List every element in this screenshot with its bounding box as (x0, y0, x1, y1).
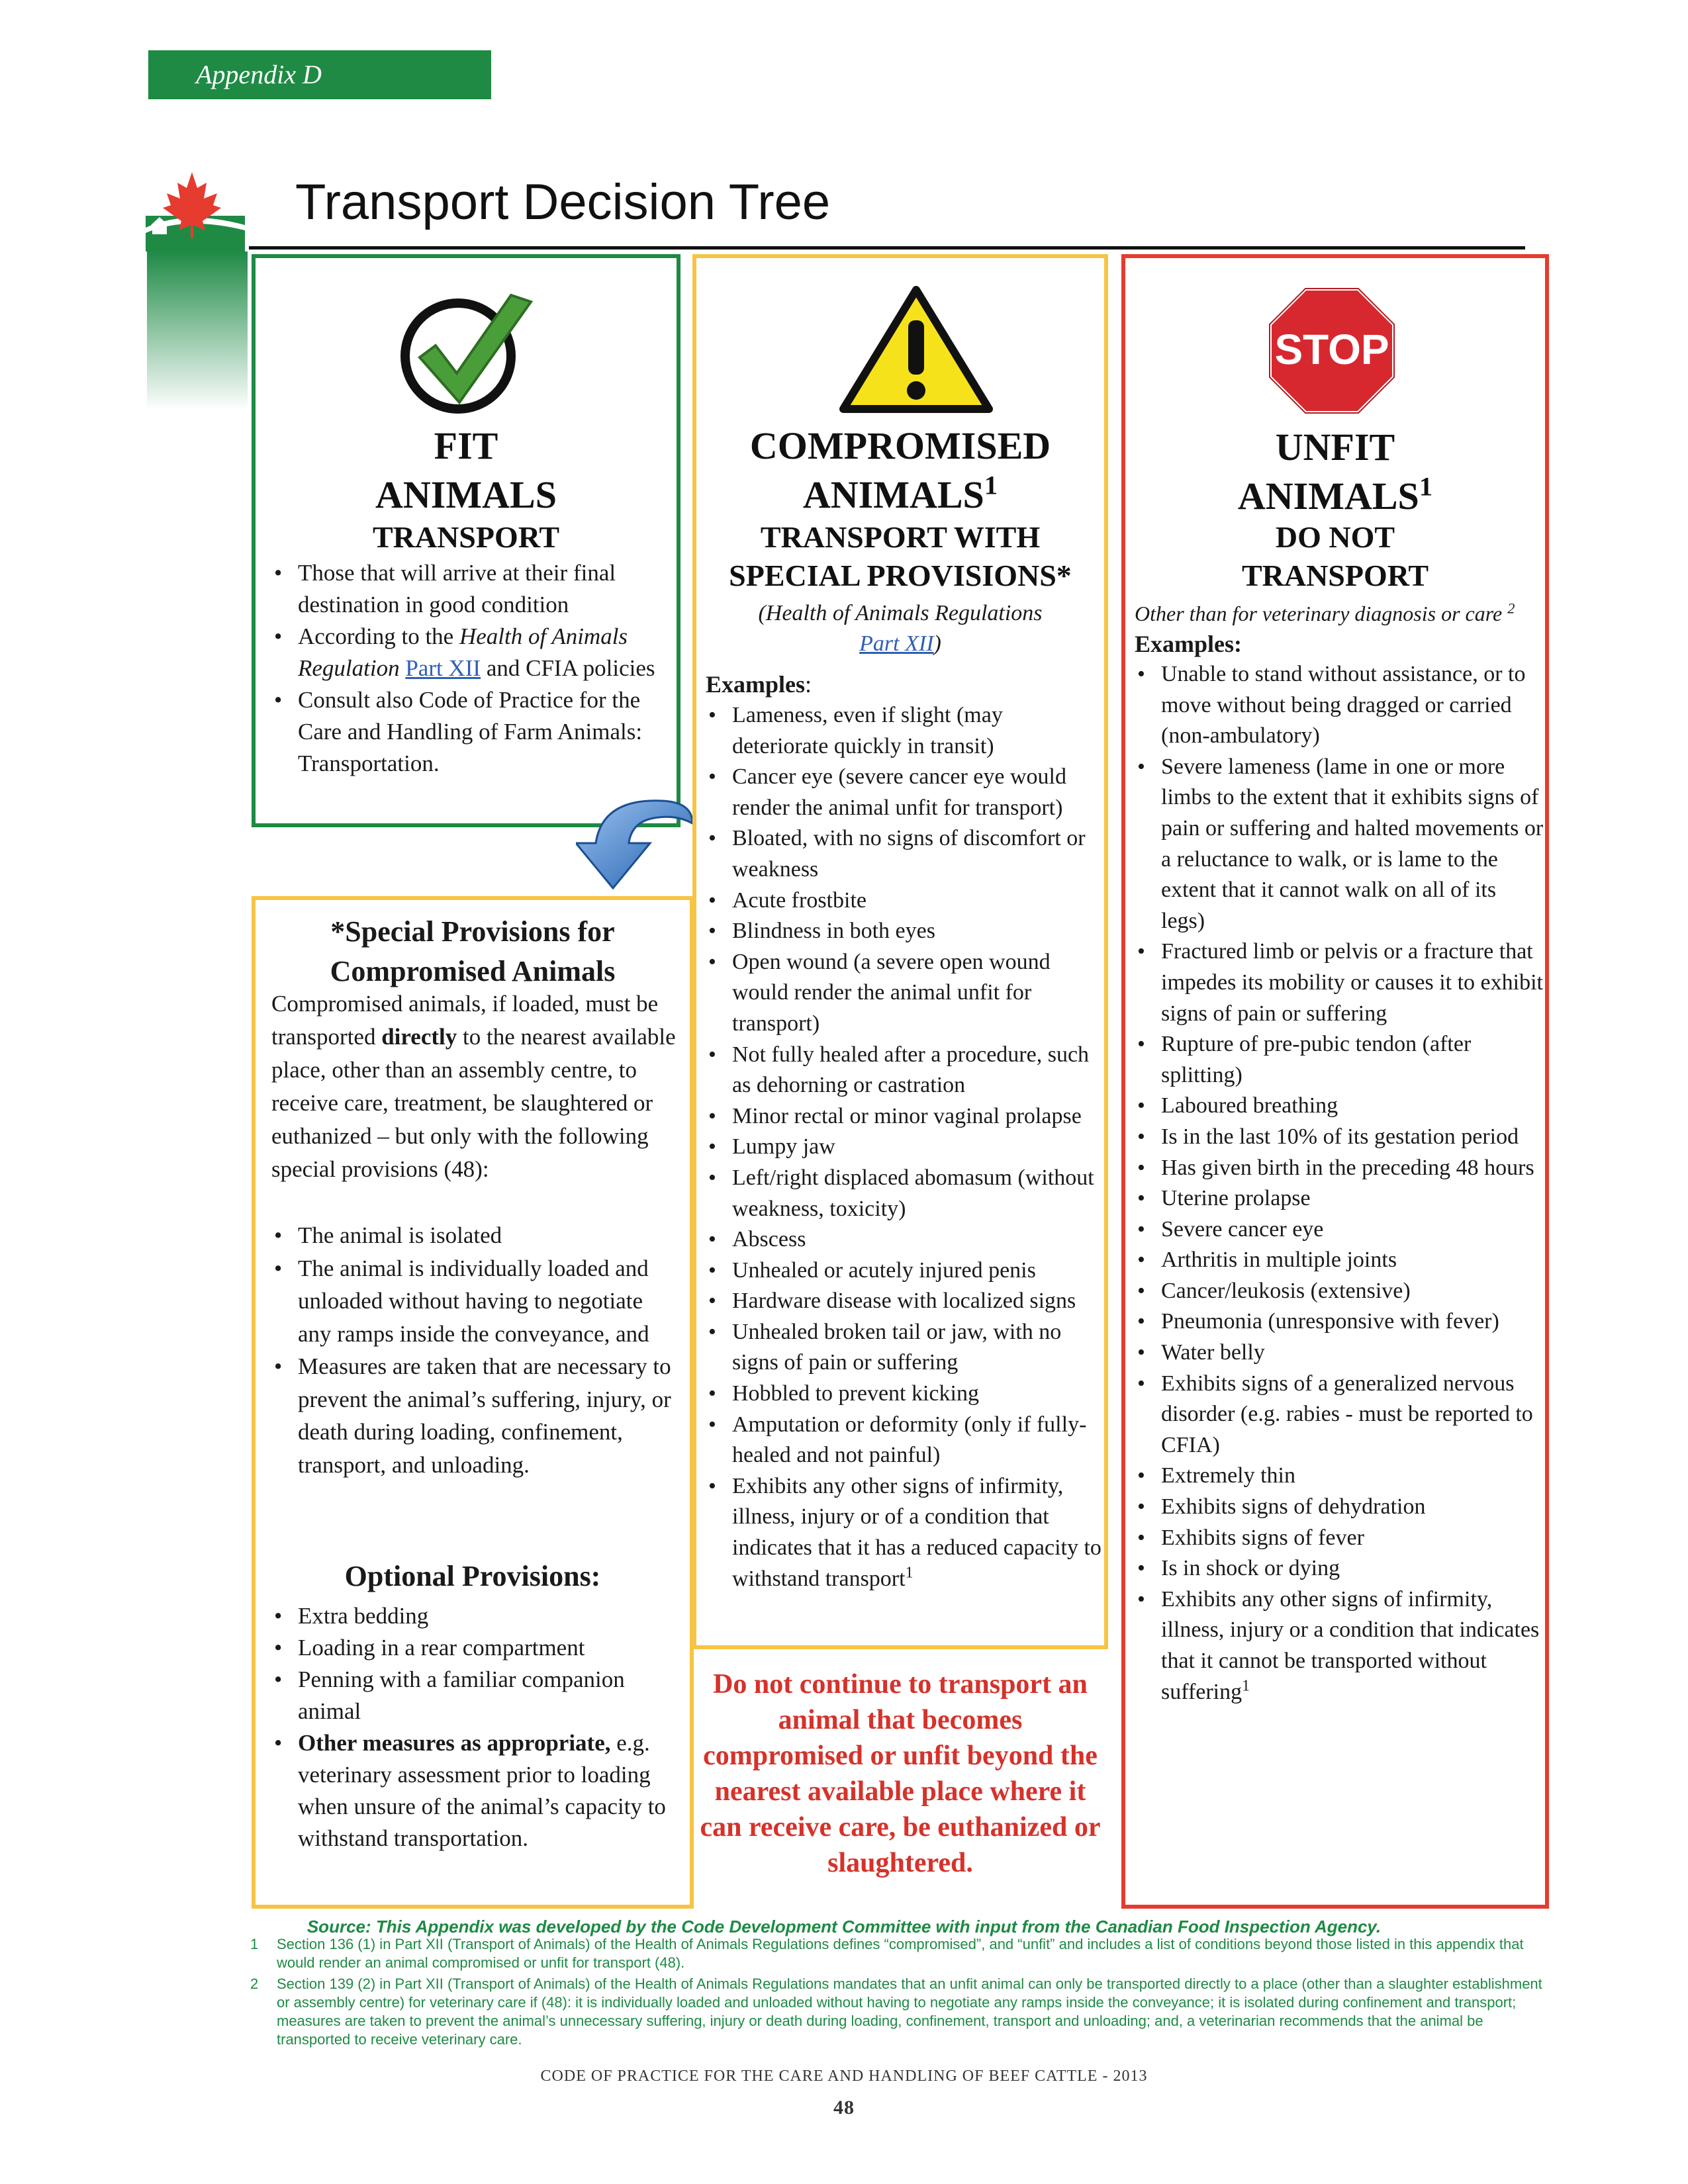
fit-heading-2: ANIMALS (375, 473, 557, 516)
unfit-exception-note: Other than for veterinary diagnosis or care $^2$ (1135, 600, 1515, 625)
list-item: • Water belly (1135, 1338, 1545, 1369)
list-item: • Bloated, with no signs of discomfort or weakness (706, 823, 1104, 885)
list-item: • Cancer/leukosis (extensive) (1135, 1276, 1545, 1307)
list-item: • Rupture of pre-pubic tendon (after splitting) (1135, 1029, 1545, 1091)
maple-leaf-logo-icon (139, 169, 245, 251)
optional-provisions-heading: Optional Provisions: (344, 1560, 601, 1592)
list-item: • Uterine prolapse (1135, 1183, 1545, 1214)
list-item: • Lameness, even if slight (may deteriorate quickly in transit) (706, 700, 1104, 762)
unfit-subheading-2: TRANSPORT (1241, 559, 1429, 592)
unfit-heading-1: UNFIT (1275, 426, 1395, 469)
compromised-animals-box (692, 254, 1108, 1649)
list-item: • The animal is isolated (271, 1219, 682, 1252)
list-item: • Open wound (a severe open wound would render the animal unfit for transport) (706, 947, 1104, 1040)
list-item: • Unhealed broken tail or jaw, with no signs of pain or suffering (706, 1317, 1104, 1379)
list-item: • Arthritis in multiple joints (1135, 1245, 1545, 1276)
list-item: • Penning with a familiar companion animal (271, 1664, 682, 1727)
list-item: • Exhibits signs of dehydration (1135, 1492, 1545, 1523)
footnote-1-number: 1 (250, 1936, 259, 1952)
list-item: • Unhealed or acutely injured penis (706, 1255, 1104, 1287)
compromised-examples-list (706, 700, 1104, 1594)
fit-animals-box (252, 254, 680, 827)
list-item: • Unable to stand without assistance, or to move without being dragged or carried (non-ambulatory) (1135, 659, 1545, 752)
footnote-2: Section 139 (2) in Part XII (Transport of Animals) of the Health of Animals Regulations mandates that an unfit animal can only be transported directly to a place (other than a slaughter establishment or assembly centre) for veterinary care if (48): it is individually loaded and unloaded without having to negotiate any ramps inside the conveyance; it is isolated during confinement and transport; measures are taken to prevent the animal’s unnecessary suffering, injury or death during loading, confinement, transport and unloading; and, a veterinarian recommends that the animal be transported to receive veterinary care. (277, 1976, 1542, 2048)
fit-subheading: TRANSPORT (372, 520, 560, 554)
unfit-examples-list (1135, 659, 1545, 1707)
part-xii-link[interactable]: Part XII (859, 631, 934, 656)
optional-provisions-list (271, 1600, 682, 1854)
list-item: • Severe cancer eye (1135, 1214, 1545, 1246)
list-item: • Exhibits any other signs of infirmity, illness, injury or of a condition that indicates that it has a reduced capacity to withstand transport$^1$ (706, 1471, 1104, 1594)
page-number: 48 (833, 2097, 855, 2118)
checkmark-icon (395, 285, 540, 417)
list-item: • Is in the last 10% of its gestation period (1135, 1122, 1545, 1153)
list-item: • Left/right displaced abomasum (without weakness, toxicity) (706, 1163, 1104, 1224)
page-title: Transport Decision Tree (295, 174, 831, 230)
list-item: • Amputation or deformity (only if fully-healed and not painful) (706, 1410, 1104, 1471)
list-item: • Exhibits signs of a generalized nervous disorder (e.g. rabies - must be reported to CFIA) (1135, 1369, 1545, 1461)
special-heading-2: Compromised Animals (330, 955, 616, 987)
list-item: • Exhibits any other signs of infirmity, illness, injury or a condition that indicates that it cannot be transported without suffering$^1$ (1135, 1584, 1545, 1707)
transport-warning: Do not continue to transport an animal that becomes compromised or unfit beyond the nearest available place where it can receive care, be euthanized or slaughtered. (700, 1669, 1101, 1878)
compromised-heading-1: COMPROMISED (749, 424, 1051, 467)
fit-list (271, 557, 669, 780)
list-item: • Hobbled to prevent kicking (706, 1379, 1104, 1410)
compromised-examples-label: Examples: (706, 671, 812, 698)
regulation-reference: (Health of Animals Regulations Part XII) (758, 601, 1043, 656)
list-item: • Severe lameness (lame in one or more limbs to the extent that it exhibits signs of pain or suffering and halted movements or a reluctance to walk, or is lame to the extent that it cannot walk on all of its legs) (1135, 752, 1545, 937)
list-item: • Lumpy jaw (706, 1132, 1104, 1163)
list-item: • Extremely thin (1135, 1461, 1545, 1492)
list-item: • Other measures as appropriate, e.g. veterinary assessment prior to loading when unsure of the animal’s capacity to withstand transportation. (271, 1727, 682, 1854)
compromised-subheading-1: TRANSPORT WITH (760, 520, 1041, 554)
list-item: • Cancer eye (severe cancer eye would render the animal unfit for transport) (706, 762, 1104, 823)
side-gradient-bar (147, 251, 248, 410)
stop-sign-icon (1267, 286, 1397, 416)
list-item: • Hardware disease with localized signs (706, 1286, 1104, 1317)
list-item: • Those that will arrive at their final destination in good condition (271, 557, 669, 621)
curved-arrow-down-icon (576, 792, 699, 891)
footnote-1: Section 136 (1) in Part XII (Transport of Animals) of the Health of Animals Regulations defines “compromised”, and “unfit” and includes a list of conditions beyond those listed in this appendix that would render an animal compromised or unfit for transport (48). (277, 1936, 1524, 1971)
list-item: • Blindness in both eyes (706, 916, 1104, 947)
special-paragraph: Compromised animals, if loaded, must be transported directly to the nearest available place, other than an assembly centre, to receive care, treatment, be slaughtered or euthanized – but only with the following special provisions (48): (271, 991, 676, 1182)
compromised-subheading-2: SPECIAL PROVISIONS* (729, 559, 1072, 592)
special-provisions-box (252, 896, 694, 1909)
stop-sign-text: STOP (1274, 326, 1389, 373)
unfit-examples-label: Examples: (1135, 631, 1242, 657)
list-item: • Loading in a rear compartment (271, 1632, 682, 1664)
special-provisions-list (271, 1219, 682, 1481)
list-item: • Pneumonia (unresponsive with fever) (1135, 1306, 1545, 1338)
fit-heading-1: FIT (434, 424, 498, 467)
footer-text: CODE OF PRACTICE FOR THE CARE AND HANDLING OF BEEF CATTLE - 2013 (540, 2068, 1148, 2085)
list-item: • Acute frostbite (706, 886, 1104, 917)
part-xii-link[interactable]: Part XII (405, 655, 481, 681)
list-item: • Minor rectal or minor vaginal prolapse (706, 1101, 1104, 1132)
list-item: • Fractured limb or pelvis or a fracture that impedes its mobility or causes it to exhibit signs of pain or suffering (1135, 936, 1545, 1029)
special-heading-1: *Special Provisions for (330, 915, 615, 948)
list-item: • Is in shock or dying (1135, 1553, 1545, 1584)
list-item: • Not fully healed after a procedure, such as dehorning or castration (706, 1040, 1104, 1101)
list-item: • Consult also Code of Practice for the Care and Handling of Farm Animals: Transportation. (271, 684, 669, 780)
list-item: • Has given birth in the preceding 48 hours (1135, 1153, 1545, 1184)
footnote-2-number: 2 (250, 1976, 259, 1992)
list-item: • Laboured breathing (1135, 1091, 1545, 1122)
compromised-heading-2: ANIMALS$^1$ (802, 470, 998, 516)
appendix-tab: Appendix D (148, 50, 491, 99)
list-item: • Abscess (706, 1224, 1104, 1255)
unfit-heading-2: ANIMALS$^1$ (1237, 471, 1433, 518)
list-item: • According to the Health of Animals Regulation Part XII and CFIA policies (271, 621, 669, 684)
list-item: • The animal is individually loaded and unloaded without having to negotiate any ramps inside the conveyance, and (271, 1252, 682, 1351)
list-item: • Extra bedding (271, 1600, 682, 1632)
warning-triangle-icon (838, 285, 994, 414)
list-item: • Measures are taken that are necessary to prevent the animal’s suffering, injury, or death during loading, confinement, transport, and unloading. (271, 1350, 682, 1481)
source-note: Source: This Appendix was developed by the Code Development Committee with input from the Canadian Food Inspection Agency. (306, 1917, 1382, 1936)
list-item: • Exhibits signs of fever (1135, 1523, 1545, 1554)
unfit-animals-box (1121, 254, 1549, 1909)
title-rule (249, 246, 1525, 250)
unfit-subheading-1: DO NOT (1275, 520, 1395, 554)
